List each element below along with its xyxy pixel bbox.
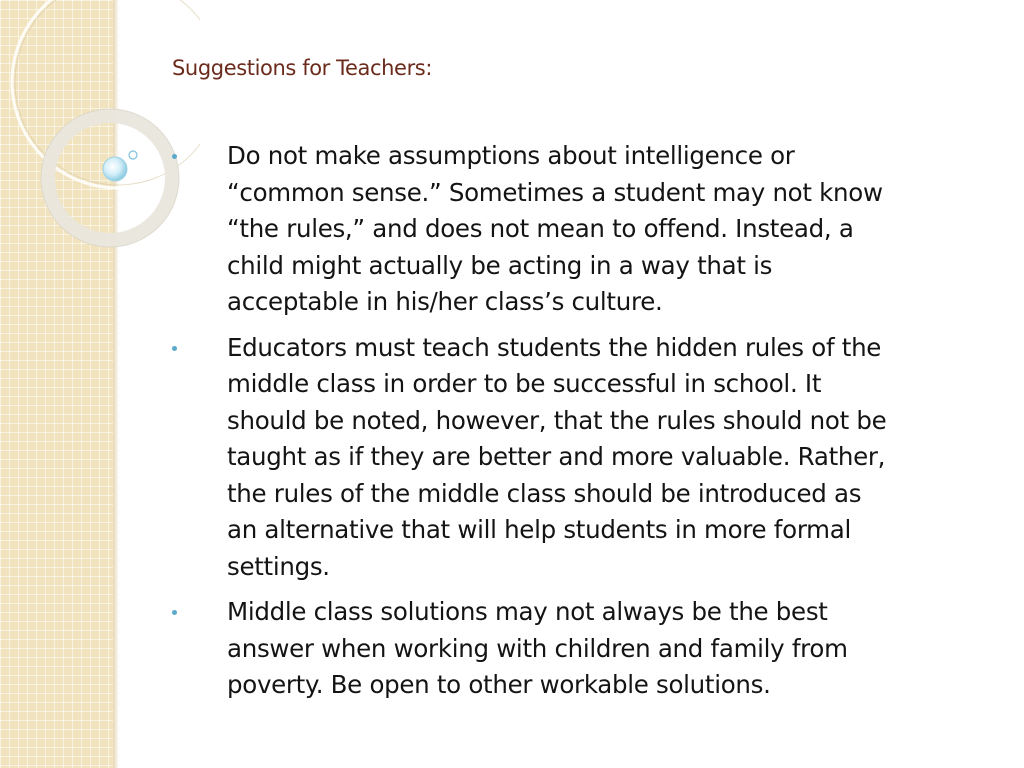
bullet-item	[172, 330, 992, 586]
bullet-dot-icon	[172, 610, 177, 615]
bullet-line: “the rules,” and does not mean to offend. Instead, a	[227, 214, 854, 243]
bullet-list	[172, 138, 992, 713]
bullet-line: Educators must teach students the hidden rules of the	[227, 332, 882, 362]
bullet-line: Middle class solutions may not always be the best	[227, 597, 828, 626]
bullet-item	[172, 594, 992, 704]
bullet-line: acceptable in his/her class’s culture.	[227, 287, 663, 316]
bullet-line: an alternative that will help students in more formal	[227, 515, 851, 544]
bullet-line: “common sense.” Sometimes a student may not know	[227, 177, 883, 207]
bullet-dot-icon	[172, 154, 177, 159]
small-ring-icon	[129, 151, 137, 159]
bullet-item	[172, 138, 992, 321]
orb-icon	[103, 157, 127, 181]
bullet-dot-icon	[172, 346, 177, 351]
bullet-line: answer when working with children and family from	[227, 633, 848, 663]
decorative-rings	[0, 0, 200, 300]
bullet-line: Do not make assumptions about intelligence or	[227, 141, 795, 170]
bullet-line: middle class in order to be successful in school. It	[227, 369, 822, 398]
bullet-line: taught as if they are better and more valuable. Rather,	[227, 442, 886, 471]
bullet-line: child might actually be acting in a way that is	[227, 250, 773, 280]
slide-title: Suggestions for Teachers:	[172, 56, 433, 80]
bullet-line: settings.	[227, 551, 330, 581]
bullet-line: poverty. Be open to other workable solutions.	[227, 670, 771, 699]
bullet-line: the rules of the middle class should be introduced as	[227, 478, 862, 508]
bullet-line: should be noted, however, that the rules should not be	[227, 405, 887, 435]
